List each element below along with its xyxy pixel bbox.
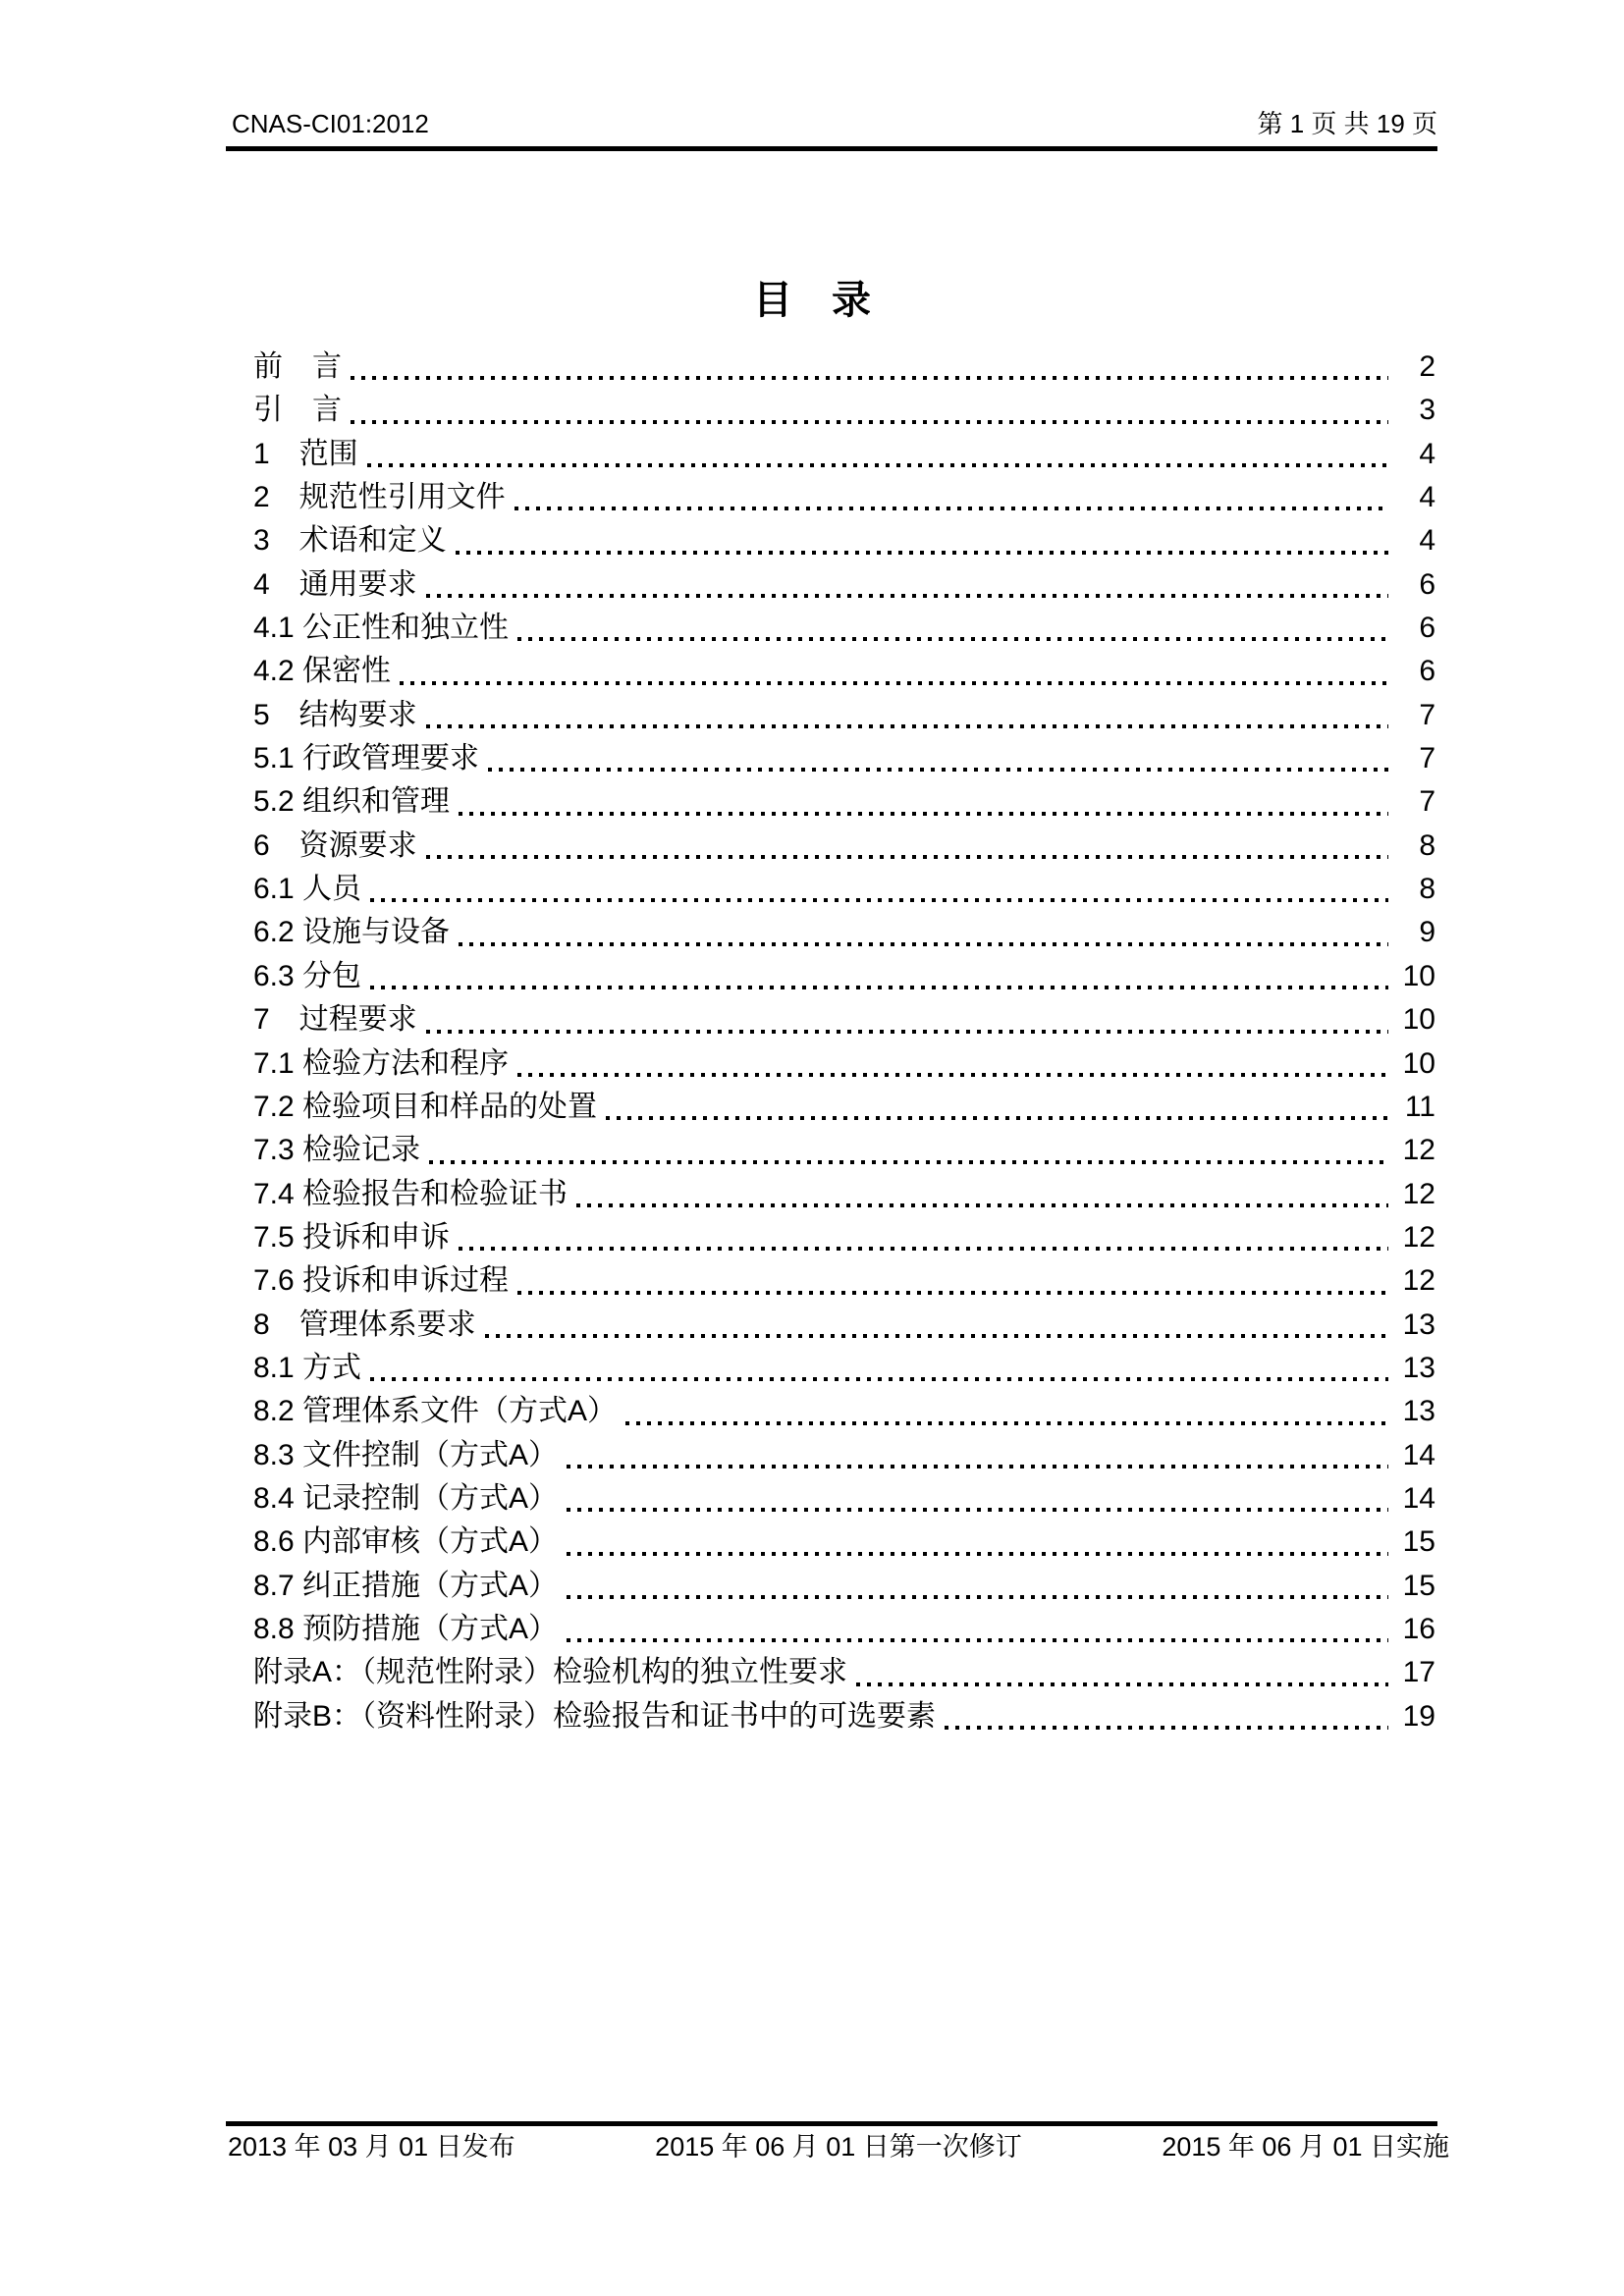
toc-entry-label: 8 管理体系要求 xyxy=(253,1308,476,1341)
toc-row xyxy=(253,433,1435,476)
toc-list xyxy=(253,346,1435,1738)
toc-leader-dots xyxy=(517,1073,1388,1077)
toc-leader-dots xyxy=(514,507,1388,510)
toc-leader-dots xyxy=(370,898,1388,902)
toc-page-number: 3 xyxy=(1419,394,1435,427)
toc-page-number: 19 xyxy=(1402,1699,1435,1733)
toc-leader-dots xyxy=(576,1203,1388,1207)
toc-leader-dots xyxy=(456,551,1388,555)
page-header xyxy=(226,108,1437,139)
toc-page-number: 9 xyxy=(1419,916,1435,949)
toc-row xyxy=(253,476,1435,519)
toc-row xyxy=(253,1173,1435,1216)
toc-entry-label: 附录B：（资料性附录）检验报告和证书中的可选要素 xyxy=(253,1699,937,1733)
toc-row xyxy=(253,1695,1435,1738)
toc-row xyxy=(253,607,1435,650)
toc-entry-label: 8.8 预防措施（方式A） xyxy=(253,1612,559,1645)
toc-row xyxy=(253,1477,1435,1521)
toc-page-number: 4 xyxy=(1419,437,1435,470)
toc-row xyxy=(253,563,1435,607)
toc-entry-label: 7 过程要求 xyxy=(253,1003,417,1037)
toc-leader-dots xyxy=(370,1377,1388,1381)
toc-entry-label: 6.3 分包 xyxy=(253,959,362,992)
toc-entry-label: 1 范围 xyxy=(253,437,358,470)
toc-page-number: 7 xyxy=(1419,698,1435,731)
toc-leader-dots xyxy=(567,1595,1388,1599)
toc-page-number: 14 xyxy=(1402,1438,1435,1471)
toc-page-number: 2 xyxy=(1419,350,1435,383)
toc-entry-label: 7.3 检验记录 xyxy=(253,1134,421,1167)
toc-leader-dots xyxy=(567,1508,1388,1512)
toc-page-number: 14 xyxy=(1402,1481,1435,1515)
toc-row xyxy=(253,998,1435,1041)
toc-leader-dots xyxy=(351,376,1388,380)
toc-entry-label: 附录A：（规范性附录）检验机构的独立性要求 xyxy=(253,1656,848,1689)
toc-leader-dots xyxy=(485,1334,1388,1338)
toc-entry-label: 8.3 文件控制（方式A） xyxy=(253,1438,559,1471)
toc-row xyxy=(253,650,1435,693)
header-rule xyxy=(226,146,1437,151)
toc-row xyxy=(253,694,1435,737)
toc-row xyxy=(253,955,1435,998)
toc-entry-label: 5.1 行政管理要求 xyxy=(253,742,480,775)
toc-row xyxy=(253,780,1435,824)
toc-entry-label: 8.6 内部审核（方式A） xyxy=(253,1525,559,1559)
toc-page-number: 10 xyxy=(1402,1003,1435,1037)
toc-entry-label: 8.4 记录控制（方式A） xyxy=(253,1481,559,1515)
toc-leader-dots xyxy=(426,1030,1388,1034)
toc-entry-label: 8.2 管理体系文件（方式A） xyxy=(253,1395,618,1428)
toc-page-number: 15 xyxy=(1402,1525,1435,1559)
footer-revision-date: 2015 年 06 月 01 日第一次修订 xyxy=(655,2132,1022,2162)
toc-row xyxy=(253,1608,1435,1651)
toc-row xyxy=(253,1216,1435,1259)
toc-page-number: 4 xyxy=(1419,481,1435,514)
toc-entry-label: 7.4 检验报告和检验证书 xyxy=(253,1177,568,1210)
toc-leader-dots xyxy=(459,942,1388,946)
toc-page-number: 10 xyxy=(1402,959,1435,992)
toc-leader-dots xyxy=(488,768,1388,772)
toc-leader-dots xyxy=(400,681,1388,685)
toc-entry-label: 5 结构要求 xyxy=(253,698,417,731)
footer-release-date: 2013 年 03 月 01 日发布 xyxy=(228,2132,515,2162)
toc-page-number: 7 xyxy=(1419,742,1435,775)
toc-page-number: 6 xyxy=(1419,655,1435,688)
toc-page-number: 6 xyxy=(1419,612,1435,645)
toc-row xyxy=(253,1521,1435,1564)
toc-leader-dots xyxy=(945,1726,1388,1730)
toc-page-number: 15 xyxy=(1402,1569,1435,1602)
footer-rule xyxy=(226,2121,1437,2126)
toc-leader-dots xyxy=(567,1465,1388,1468)
toc-title: 目 录 xyxy=(753,279,871,322)
toc-entry-label: 8.7 纠正措施（方式A） xyxy=(253,1569,559,1602)
toc-page-number: 7 xyxy=(1419,785,1435,819)
toc-entry-label: 4.2 保密性 xyxy=(253,655,392,688)
toc-leader-dots xyxy=(426,594,1388,598)
toc-entry-label: 6.1 人员 xyxy=(253,873,362,906)
toc-entry-label: 5.2 组织和管理 xyxy=(253,785,451,819)
toc-leader-dots xyxy=(625,1421,1388,1425)
toc-page-number: 12 xyxy=(1402,1177,1435,1210)
toc-page-number: 12 xyxy=(1402,1220,1435,1254)
page-footer xyxy=(228,2130,1449,2163)
toc-page-number: 6 xyxy=(1419,567,1435,601)
toc-page-number: 12 xyxy=(1402,1264,1435,1298)
toc-leader-dots xyxy=(426,724,1388,728)
toc-entry-label: 3 术语和定义 xyxy=(253,524,447,558)
toc-entry-label: 7.6 投诉和申诉过程 xyxy=(253,1264,510,1298)
toc-page-number: 11 xyxy=(1404,1090,1435,1123)
toc-row xyxy=(253,346,1435,389)
toc-leader-dots xyxy=(606,1116,1388,1120)
toc-page-number: 4 xyxy=(1419,524,1435,558)
toc-page-number: 17 xyxy=(1402,1656,1435,1689)
toc-entry-label: 2 规范性引用文件 xyxy=(253,481,506,514)
toc-page-number: 10 xyxy=(1402,1046,1435,1080)
toc-row xyxy=(253,1347,1435,1390)
toc-page-number: 13 xyxy=(1402,1308,1435,1341)
toc-row xyxy=(253,389,1435,432)
toc-leader-dots xyxy=(426,855,1388,859)
toc-row xyxy=(253,1565,1435,1608)
toc-row xyxy=(253,868,1435,911)
toc-leader-dots xyxy=(429,1160,1388,1164)
toc-page-number: 13 xyxy=(1402,1395,1435,1428)
footer-implementation-date: 2015 年 06 月 01 日实施 xyxy=(1162,2132,1449,2162)
toc-row xyxy=(253,1390,1435,1433)
toc-entry-label: 引 言 xyxy=(253,394,342,427)
toc-entry-label: 7.5 投诉和申诉 xyxy=(253,1220,451,1254)
toc-leader-dots xyxy=(459,1247,1388,1251)
toc-row xyxy=(253,1304,1435,1347)
toc-page-number: 12 xyxy=(1402,1134,1435,1167)
toc-entry-label: 4 通用要求 xyxy=(253,567,417,601)
toc-row xyxy=(253,1651,1435,1694)
toc-page-number: 8 xyxy=(1419,828,1435,862)
toc-entry-label: 6.2 设施与设备 xyxy=(253,916,451,949)
doc-code: CNAS-CI01:2012 xyxy=(232,109,429,138)
toc-page-number: 16 xyxy=(1402,1612,1435,1645)
toc-row xyxy=(253,825,1435,868)
toc-row xyxy=(253,1129,1435,1172)
toc-row xyxy=(253,1042,1435,1086)
toc-leader-dots xyxy=(567,1638,1388,1642)
toc-leader-dots xyxy=(517,1291,1388,1295)
toc-entry-label: 7.1 检验方法和程序 xyxy=(253,1046,510,1080)
toc-leader-dots xyxy=(517,637,1388,641)
toc-row xyxy=(253,911,1435,954)
toc-row xyxy=(253,1086,1435,1129)
page-indicator: 第 1 页 共 19 页 xyxy=(1257,109,1437,138)
toc-leader-dots xyxy=(367,463,1388,467)
toc-page-number: 13 xyxy=(1402,1351,1435,1384)
toc-leader-dots xyxy=(567,1552,1388,1556)
toc-entry-label: 8.1 方式 xyxy=(253,1351,362,1384)
toc-leader-dots xyxy=(459,812,1388,816)
toc-entry-label: 前 言 xyxy=(253,350,342,383)
toc-leader-dots xyxy=(370,986,1388,989)
toc-entry-label: 4.1 公正性和独立性 xyxy=(253,612,510,645)
toc-leader-dots xyxy=(856,1682,1388,1686)
toc-row xyxy=(253,1434,1435,1477)
toc-row xyxy=(253,1259,1435,1303)
toc-entry-label: 7.2 检验项目和样品的处置 xyxy=(253,1090,598,1123)
toc-entry-label: 6 资源要求 xyxy=(253,828,417,862)
toc-row xyxy=(253,737,1435,780)
toc-page-number: 8 xyxy=(1419,873,1435,906)
toc-row xyxy=(253,519,1435,562)
toc-leader-dots xyxy=(351,420,1388,424)
